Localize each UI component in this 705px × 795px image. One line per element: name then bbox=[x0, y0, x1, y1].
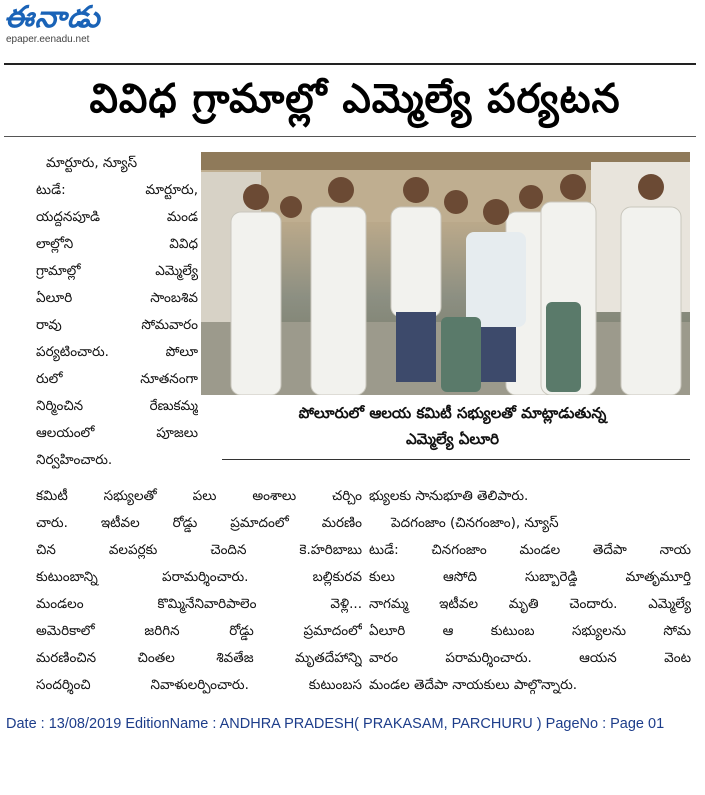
article1-line: గ్రామాల్లో ఎమ్మెల్యే bbox=[36, 263, 198, 279]
article1-line: కుటుంబాన్ని పరామర్శించారు. బల్లికురవ bbox=[36, 569, 362, 585]
article1-line: రులో నూతనంగా bbox=[36, 371, 198, 387]
caption-divider bbox=[222, 459, 690, 460]
photo-caption bbox=[215, 400, 690, 452]
article2-column bbox=[369, 483, 691, 699]
article1-line: యద్దనపూడి మండ bbox=[36, 209, 198, 225]
eenadu-logo[interactable] bbox=[4, 2, 144, 52]
article1-line: ఆలయంలో పూజలు bbox=[36, 425, 198, 441]
article1-line: మండలం కొమ్మినేనివారిపాలెం వెళ్లి... bbox=[36, 596, 362, 612]
caption-line: పోలూరులో ఆలయ కమిటీ సభ్యులతో మాట్లాడుతున్న bbox=[298, 404, 607, 422]
article1-line: నిర్వహించారు. bbox=[36, 452, 113, 468]
article1-bottom-column bbox=[36, 483, 362, 699]
article2-continuation: భ్యులకు సానుభూతి తెలిపారు. bbox=[369, 488, 529, 504]
headline-divider bbox=[4, 136, 696, 137]
article2-line: మండల తెదేపా నాయకులు పాల్గొన్నారు. bbox=[369, 677, 578, 693]
article-headline: వివిధ గ్రామాల్లో ఎమ్మెల్యే పర్యటన bbox=[89, 76, 621, 122]
article1-line: టుడే: మార్టూరు, bbox=[36, 182, 198, 198]
article1-line: చారు. ఇటీవల రోడ్డు ప్రమాదంలో మరణిం bbox=[36, 515, 362, 531]
article1-line: అమెరికాలో జరిగిన రోడ్డు ప్రమాదంలో bbox=[36, 623, 362, 639]
caption-line: ఎమ్మెల్యే ఏలూరి bbox=[405, 430, 499, 448]
article1-line: మరణించిన చింతల శివతేజ మృతదేహాన్ని bbox=[36, 650, 362, 666]
edition-footer: Date : 13/08/2019 EditionName : ANDHRA PRADESH( PRAKASAM, PARCHURU ) PageNo : Page 01 bbox=[6, 716, 665, 732]
article1-line: చిన వలపర్లకు చెందిన కె.హరిబాబు bbox=[36, 542, 362, 558]
article2-line: నాగమ్మ ఇటీవల మృతి చెందారు. ఎమ్మెల్యే bbox=[369, 596, 691, 612]
article2-line: వారం పరామర్శించారు. ఆయన వెంట bbox=[369, 650, 691, 666]
photo-illustration bbox=[201, 152, 690, 395]
article1-line: సందర్శించి నివాళులర్పించారు. కుటుంబస bbox=[36, 677, 362, 693]
article1-line: నిర్మించిన రేణుకమ్మ bbox=[36, 398, 198, 414]
logo-wordmark: ఈనాడు bbox=[4, 0, 101, 35]
article1-line: కమిటీ సభ్యులతో పలు అంశాలు చర్చిం bbox=[36, 488, 362, 504]
article2-line: టుడే: చినగంజాం మండల తెదేపా నాయ bbox=[369, 542, 691, 558]
logo-url: epaper.eenadu.net bbox=[6, 34, 90, 45]
article1-line: రావు సోమవారం bbox=[36, 317, 198, 333]
article2-dateline: పెదగంజాం (చినగంజాం), న్యూస్ bbox=[391, 515, 559, 531]
article2-line: కులు ఆసోది సుబ్బారెడ్డి మాతృమూర్తి bbox=[369, 569, 691, 585]
article1-line: లాల్లోని వివిధ bbox=[36, 236, 198, 252]
top-divider bbox=[4, 63, 696, 65]
article1-line: పర్యటించారు. పోలూ bbox=[36, 344, 198, 360]
article1-line: ఏలూరి సాంబశివ bbox=[36, 290, 198, 306]
news-photo bbox=[201, 152, 690, 395]
article1-dateline: మార్టూరు, న్యూస్ bbox=[46, 155, 138, 171]
article2-line: ఏలూరి ఆ కుటుంబ సభ్యులను సోమ bbox=[369, 623, 691, 639]
article1-top-column bbox=[36, 150, 198, 474]
